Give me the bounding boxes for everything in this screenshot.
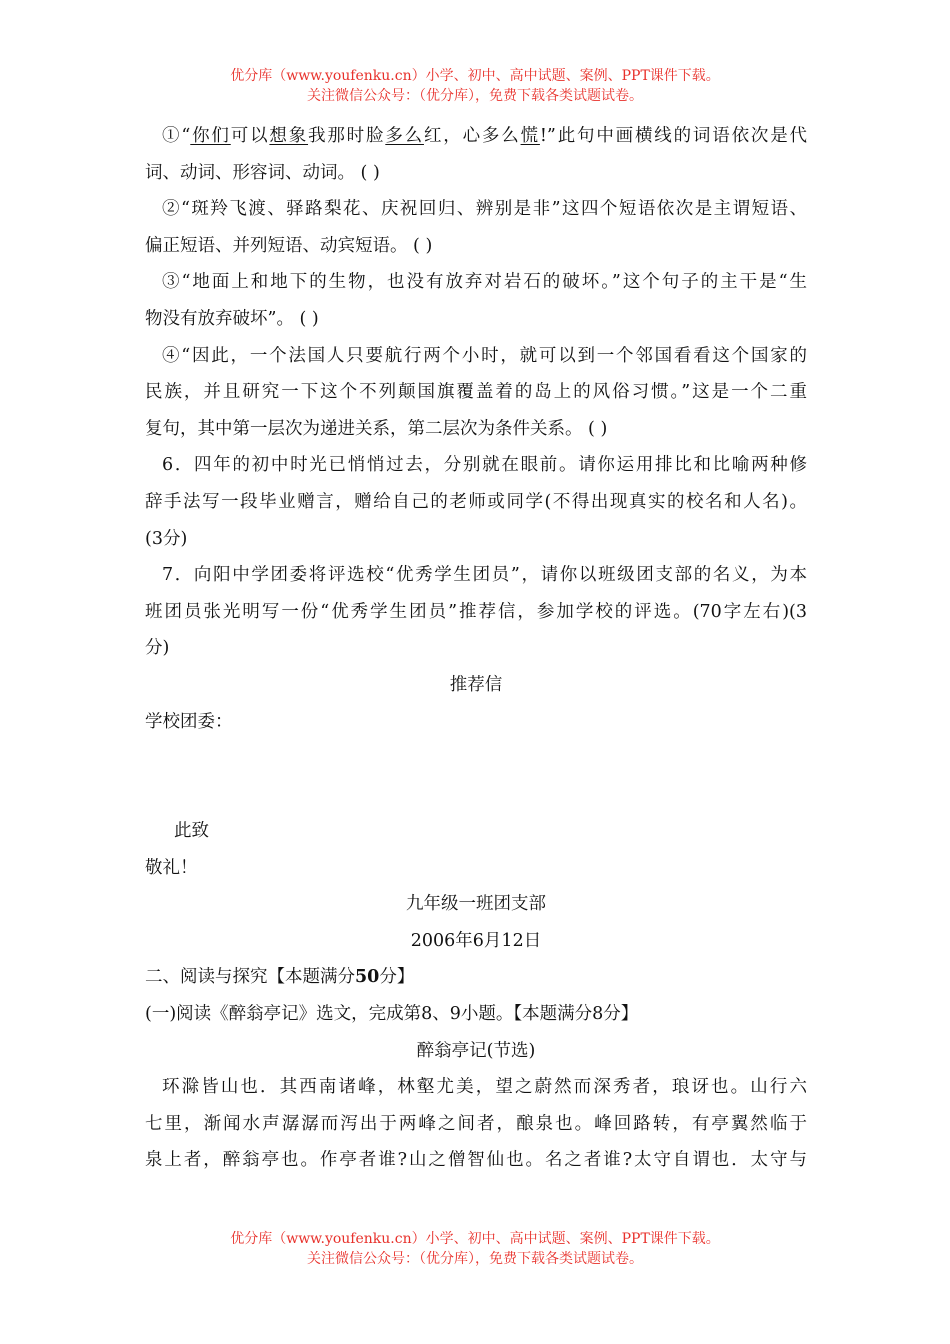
letter-closing1: 此致 (174, 821, 209, 842)
watermark-header (0, 66, 950, 106)
watermark-line1: 优分库（www.youfenku.cn）小学、初中、高中试题、案例、PPT课件下载。 (230, 1231, 720, 1247)
letter-date: 2006年6月12日 (410, 930, 542, 951)
q5-item3-line1: ③“地面上和地下的生物，也没有放弃对岩石的破坏。”这个句子的主干是“生 (162, 272, 807, 293)
q5-item2-line1: ②“斑羚飞渡、驿路梨花、庆祝回归、辨别是非”这四个短语依次是主谓短语、 (162, 199, 807, 220)
passage-line2: 七里，渐闻水声潺潺而泻出于两峰之间者，酿泉也。峰回路转，有亭翼然临于 (145, 1113, 807, 1134)
q5-item4-line2: 民族，并且研究一下这个不列颠国旗覆盖着的岛上的风俗习惯。”这是一个二重 (145, 382, 807, 403)
page-content (145, 118, 807, 1179)
letter-blank-space (145, 740, 807, 813)
q5-item2-line2: 偏正短语、并列短语、动宾短语。 ( ) (145, 235, 433, 256)
section2-heading: 二、阅读与探究【本题满分50分】 (145, 967, 415, 988)
watermark-line1: 优分库（www.youfenku.cn）小学、初中、高中试题、案例、PPT课件下载。 (230, 68, 720, 84)
q7-line1: 7．向阳中学团委将评选校“优秀学生团员”，请你以班级团支部的名义，为本 (162, 565, 807, 586)
q7-line3: 分) (145, 638, 170, 659)
passage-line3: 泉上者，醉翁亭也。作亭者谁?山之僧智仙也。名之者谁?太守自谓也．太守与 (145, 1150, 807, 1171)
underlined-word: 多么 (385, 126, 424, 146)
letter-title: 推荐信 (449, 674, 503, 695)
passage-title: 醉翁亭记(节选) (416, 1040, 536, 1061)
letter-closing2: 敬礼！ (145, 857, 198, 878)
q5-item3-line2: 物没有放弃破坏”。 ( ) (145, 308, 319, 329)
q7-line2: 班团员张光明写一份“优秀学生团员”推荐信，参加学校的评选。(70字左右)(3 (145, 601, 807, 622)
letter-salutation: 学校团委： (145, 711, 233, 732)
q5-item4-line1: ④“因此，一个法国人只要航行两个小时，就可以到一个邻国看看这个国家的 (162, 345, 807, 366)
underlined-word: 想象 (269, 126, 309, 146)
letter-signature: 九年级一班团支部 (406, 894, 546, 915)
watermark-line2: 关注微信公众号：（优分库），免费下载各类试题试卷。 (307, 88, 643, 104)
q6-line1: 6．四年的初中时光已悄悄过去，分别就在眼前。请你运用排比和比喻两种修 (162, 455, 807, 476)
q5-item4-line3: 复句，其中第一层次为递进关系，第二层次为条件关系。 ( ) (145, 418, 608, 439)
watermark-footer (0, 1229, 950, 1269)
q6-line2: 辞手法写一段毕业赠言，赠给自己的老师或同学(不得出现真实的校名和人名)。 (145, 491, 807, 512)
passage-line1: 环滁皆山也．其西南诸峰，林壑尤美，望之蔚然而深秀者，琅讶也。山行六 (162, 1077, 807, 1098)
watermark-line2: 关注微信公众号：（优分库），免费下载各类试题试卷。 (307, 1251, 643, 1267)
q5-item1-line1: ①“你们可以想象我那时脸多么红，心多么慌!”此句中画横线的词语依次是代 (162, 126, 808, 146)
section2-subheading: (一)阅读《醉翁亭记》选文，完成第8、9小题。【本题满分8分】 (145, 1004, 639, 1025)
underlined-word: 你们 (190, 126, 231, 146)
underlined-word: 慌 (520, 126, 540, 146)
q6-line3: (3分) (145, 528, 188, 549)
q5-item1-line2: 词、动词、形容词、动词。 ( ) (145, 162, 380, 183)
